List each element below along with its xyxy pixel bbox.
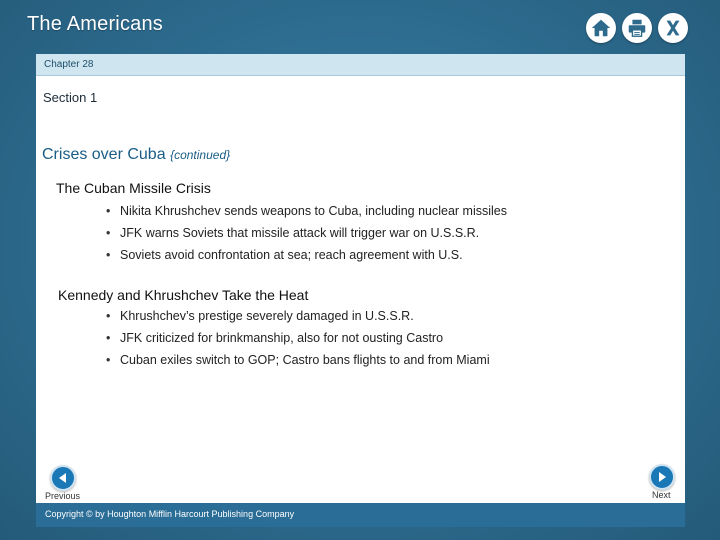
section-heading: Kennedy and Khrushchev Take the Heat xyxy=(58,287,309,303)
bullet-item: • Nikita Khrushchev sends weapons to Cuba, including nuclear missiles xyxy=(106,203,507,225)
arrow-right-icon xyxy=(656,471,668,483)
section-label: Section 1 xyxy=(43,90,98,105)
previous-label[interactable]: Previous xyxy=(45,491,81,501)
bullet-item: • Khrushchev’s prestige severely damaged in U.S.S.R. xyxy=(106,308,490,330)
slide-title-text: Crises over Cuba xyxy=(42,146,166,163)
slide-title xyxy=(42,146,230,164)
print-icon[interactable] xyxy=(622,13,652,43)
chapter-bar xyxy=(36,54,685,76)
copyright-text: Copyright © by Houghton Mifflin Harcourt Publishing Company xyxy=(45,509,295,519)
toolbar-icons xyxy=(586,13,688,43)
section-heading: The Cuban Missile Crisis xyxy=(56,180,211,196)
bullet-item: • Cuban exiles switch to GOP; Castro bans flights to and from Miami xyxy=(106,352,490,374)
close-icon[interactable] xyxy=(658,13,688,43)
bullet-item: • JFK warns Soviets that missile attack will trigger war on U.S.S.R. xyxy=(106,225,507,247)
chapter-label: Chapter 28 xyxy=(44,59,94,70)
arrow-left-icon xyxy=(57,472,69,484)
bullet-item: • Soviets avoid confrontation at sea; reach agreement with U.S. xyxy=(106,247,507,269)
slide-content xyxy=(36,76,685,503)
bullet-item: • JFK criticized for brinkmanship, also for not ousting Castro xyxy=(106,330,490,352)
next-label[interactable]: Next xyxy=(652,490,671,500)
previous-button[interactable] xyxy=(50,465,76,491)
slide-title-suffix: {continued} xyxy=(170,148,231,162)
bullet-list xyxy=(106,203,507,269)
bullet-list xyxy=(106,308,490,374)
app-title: The Americans xyxy=(27,13,163,35)
home-icon[interactable] xyxy=(586,13,616,43)
footer-bar xyxy=(36,503,685,527)
next-button[interactable] xyxy=(649,464,675,490)
